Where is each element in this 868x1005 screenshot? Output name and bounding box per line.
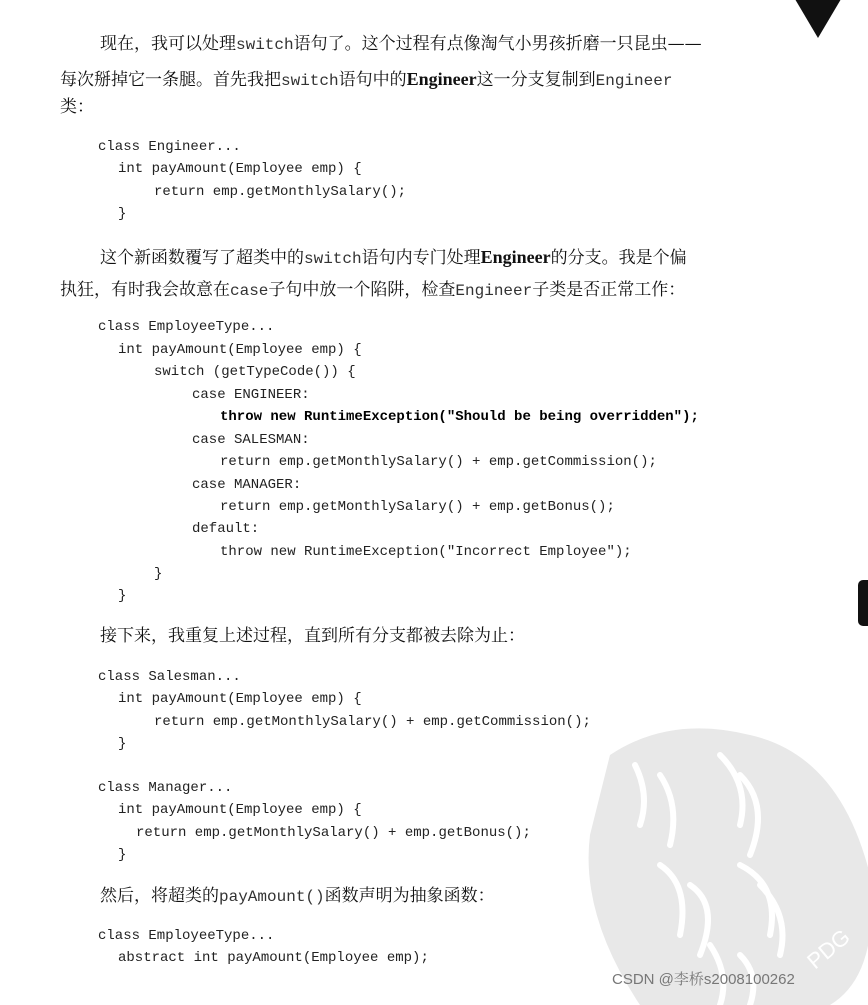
text: 执狂，有时我会故意在 bbox=[60, 280, 230, 300]
paragraph-1-line-3: 类： bbox=[60, 97, 94, 117]
code-line: } bbox=[118, 847, 127, 863]
paragraph-1-line-1 bbox=[100, 34, 702, 55]
seal-stamp bbox=[580, 715, 868, 1005]
code-line-highlight: throw new RuntimeException("Should be being overridden"); bbox=[220, 409, 699, 425]
code-term: switch bbox=[281, 72, 339, 90]
code-line: } bbox=[154, 566, 163, 582]
paragraph-3: 接下来，我重复上述过程，直到所有分支都被去除为止： bbox=[100, 626, 525, 646]
code-line: } bbox=[118, 736, 127, 752]
code-term: payAmount() bbox=[219, 888, 325, 906]
paragraph-2-line-1 bbox=[100, 247, 687, 269]
code-line: int payAmount(Employee emp) { bbox=[118, 161, 362, 177]
text: 然后，将超类的 bbox=[100, 886, 219, 906]
code-line: class EmployeeType... bbox=[98, 928, 275, 944]
code-line: int payAmount(Employee emp) { bbox=[118, 802, 362, 818]
code-line: } bbox=[118, 206, 127, 222]
paragraph-1-line-2 bbox=[60, 69, 672, 91]
text: 子类是否正常工作： bbox=[532, 280, 686, 300]
text: 语句内专门处理 bbox=[361, 248, 481, 268]
text: 语句了。这个过程有点像淘气小男孩折磨一只昆虫—— bbox=[293, 34, 702, 54]
code-line: class Manager... bbox=[98, 780, 233, 796]
svg-text:PDG: PDG bbox=[802, 924, 855, 974]
text: 这一分支复制到 bbox=[476, 70, 596, 90]
paragraph-2-line-2 bbox=[60, 280, 685, 301]
code-line: class EmployeeType... bbox=[98, 319, 275, 335]
code-line: throw new RuntimeException("Incorrect Employee"); bbox=[220, 544, 632, 560]
code-line: int payAmount(Employee emp) { bbox=[118, 342, 362, 358]
code-line: case ENGINEER: bbox=[192, 387, 310, 403]
code-term: Engineer bbox=[595, 72, 673, 90]
paragraph-4 bbox=[100, 886, 495, 907]
code-line: int payAmount(Employee emp) { bbox=[118, 691, 362, 707]
code-line: class Salesman... bbox=[98, 669, 241, 685]
text: 函数声明为抽象函数： bbox=[324, 886, 495, 906]
code-line: abstract int payAmount(Employee emp); bbox=[118, 950, 429, 966]
text: 这个新函数覆写了超类中的 bbox=[100, 248, 304, 268]
code-line: return emp.getMonthlySalary() + emp.getCommission(); bbox=[220, 454, 657, 470]
text: 子句中放一个陷阱，检查 bbox=[268, 280, 456, 300]
page-marker-triangle bbox=[792, 0, 844, 38]
code-line: } bbox=[118, 588, 127, 604]
code-term: switch bbox=[304, 250, 362, 268]
csdn-watermark: CSDN @李桥s2008100262 bbox=[612, 971, 795, 988]
chapter-tab bbox=[858, 580, 868, 626]
text: 现在，我可以处理 bbox=[100, 34, 236, 54]
code-term: Engineer bbox=[455, 282, 533, 300]
code-line: switch (getTypeCode()) { bbox=[154, 364, 356, 380]
code-line: class Engineer... bbox=[98, 139, 241, 155]
code-line: return emp.getMonthlySalary() + emp.getCommission(); bbox=[154, 714, 591, 730]
text: 语句中的 bbox=[338, 70, 407, 90]
text: 的分支。我是个偏 bbox=[550, 248, 687, 268]
code-line: case SALESMAN: bbox=[192, 432, 310, 448]
bold-term: Engineer bbox=[480, 247, 551, 267]
code-term: switch bbox=[236, 36, 294, 54]
code-line: return emp.getMonthlySalary() + emp.getBonus(); bbox=[136, 825, 531, 841]
bold-term: Engineer bbox=[406, 69, 477, 89]
code-line: default: bbox=[192, 521, 260, 537]
code-term: case bbox=[230, 282, 269, 300]
code-line: case MANAGER: bbox=[192, 477, 302, 493]
code-line: return emp.getMonthlySalary() + emp.getBonus(); bbox=[220, 499, 615, 515]
text: 每次掰掉它一条腿。首先我把 bbox=[60, 70, 281, 90]
code-line: return emp.getMonthlySalary(); bbox=[154, 184, 407, 200]
